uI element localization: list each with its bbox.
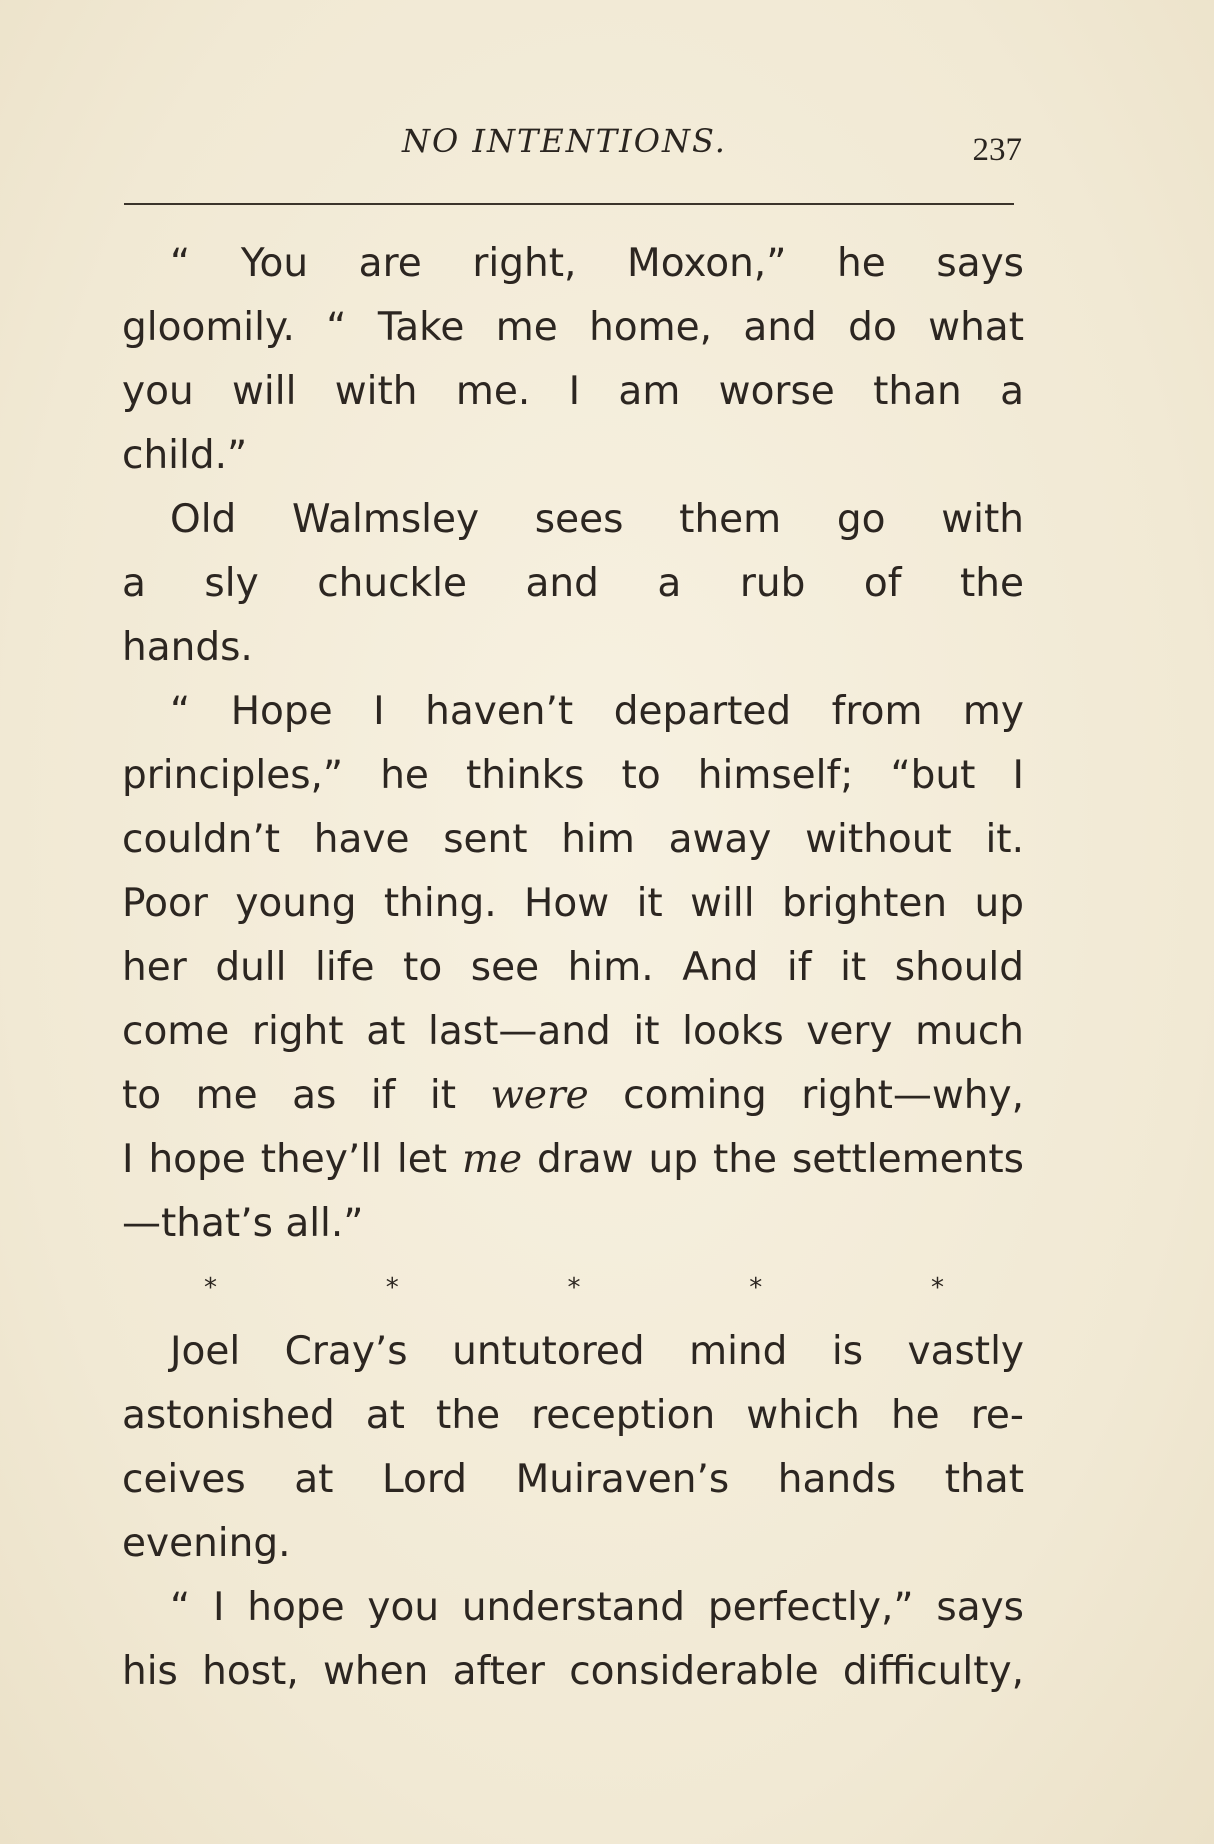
text-line: ceives at Lord Muiraven’s hands that [122,1457,1024,1502]
text-line: come right at last—and it looks very much [122,1009,1024,1054]
text-segment: to me as if it [122,1073,491,1118]
header-rule [124,203,1014,205]
page-number: 237 [972,132,1022,168]
text-segment: I hope they’ll let [122,1137,462,1182]
text-segment: draw up the settlements [522,1137,1024,1182]
text-line: “ Hope I haven’t departed from my [170,689,1024,734]
text-line: Old Walmsley sees them go with [170,497,1024,542]
body-text [122,232,1024,1704]
text-line: astonished at the reception which he re- [122,1393,1024,1438]
section-separator [122,1256,1024,1320]
text-line [122,1128,1024,1192]
text-line: “ You are right, Moxon,” he says [170,241,1024,286]
star-ornament: * [931,1273,944,1303]
text-line: “ I hope you understand perfectly,” says [170,1585,1024,1630]
text-line: hands. [122,625,253,670]
text-line: evening. [122,1521,291,1566]
text-line: couldn’t have sent him away without it. [122,817,1024,862]
text-line: Poor young thing. How it will brighten up [122,881,1024,926]
text-line: principles,” he thinks to himself; “but I [122,753,1024,798]
text-line: a sly chuckle and a rub of the [122,561,1024,606]
text-segment: coming right—why, [588,1073,1024,1118]
text-line: Joel Cray’s untutored mind is vastly [170,1329,1024,1374]
text-line: his host, when after considerable difficulty, [122,1649,1024,1694]
text-line [122,1064,1024,1128]
page-header [122,118,1022,168]
text-line: gloomily. “ Take me home, and do what [122,305,1024,350]
text-line: her dull life to see him. And if it should [122,945,1024,990]
star-ornament: * [567,1273,581,1303]
text-line: —that’s all.” [122,1201,364,1246]
text-line: you will with me. I am worse than a [122,369,1024,414]
star-ornament: * [204,1273,217,1303]
running-title: NO INTENTIONS. [402,122,727,160]
star-ornament: * [385,1273,399,1303]
italic-word: me [461,1137,523,1182]
text-line: child.” [122,433,248,478]
star-ornament: * [749,1273,763,1303]
italic-word: were [490,1073,589,1118]
